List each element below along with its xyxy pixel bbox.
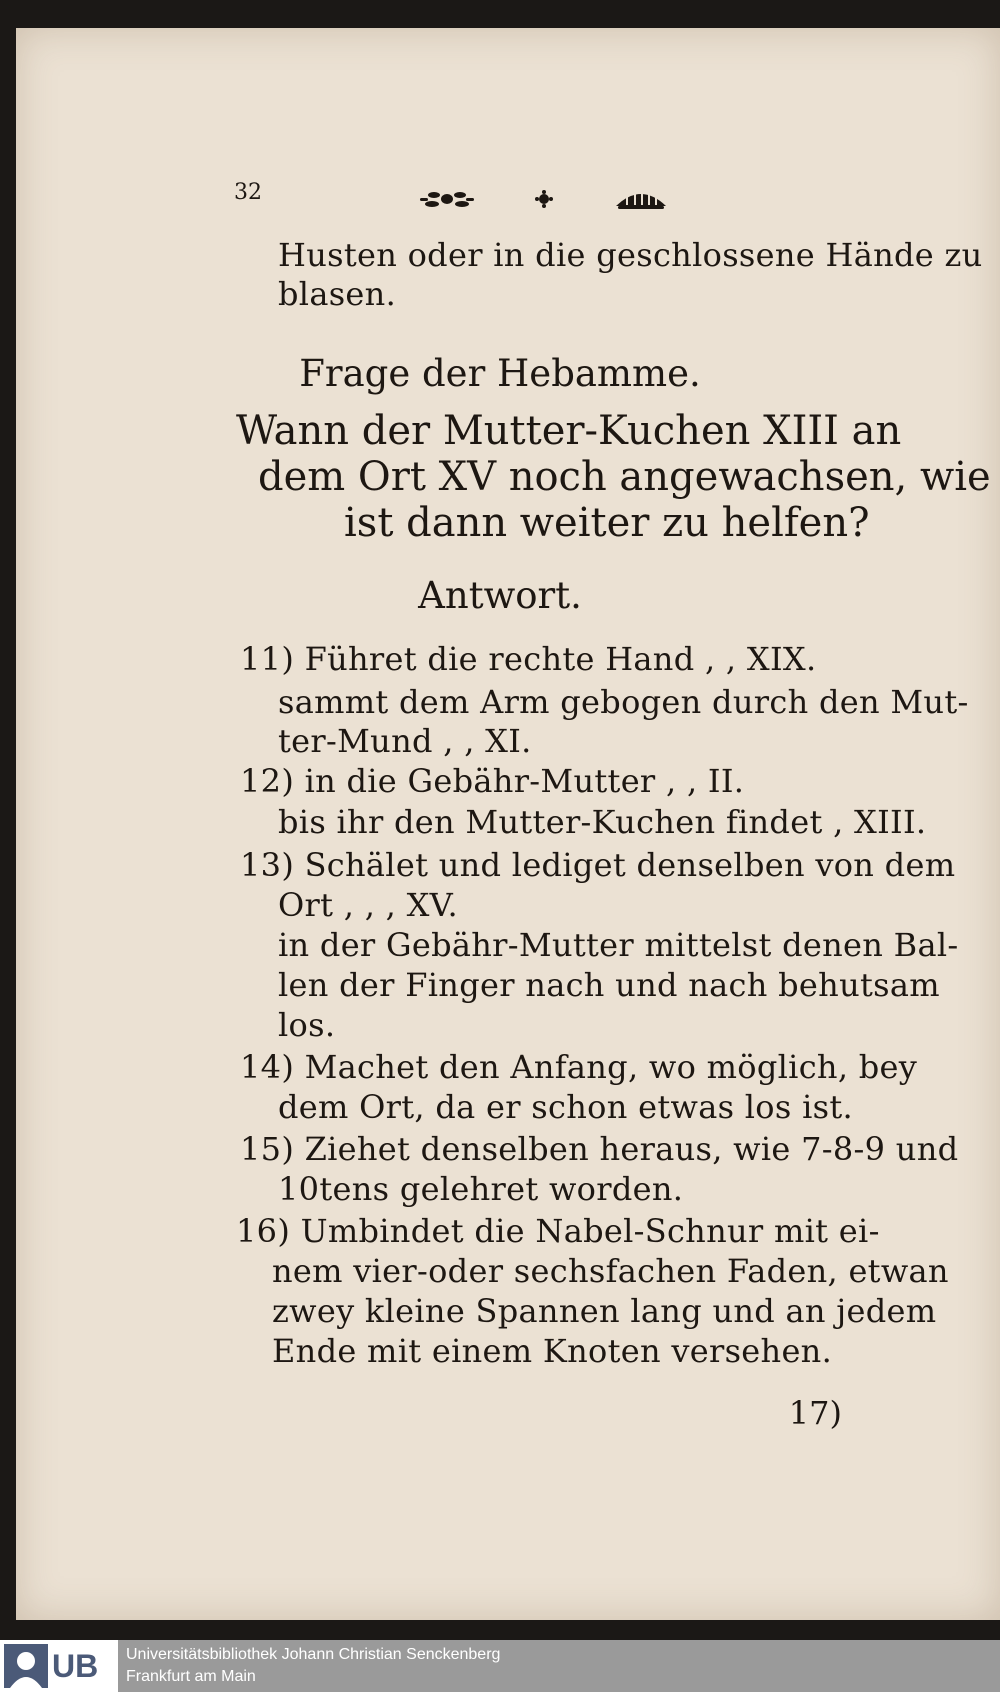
question-line: Wann der Mutter-Kuchen XIII an	[236, 408, 902, 454]
portrait-icon	[4, 1644, 48, 1688]
answer-line: 13) Schälet und lediget denselben von dem	[240, 846, 956, 884]
answer-line: Ort , , , XV.	[278, 886, 458, 924]
answer-line: 15) Ziehet denselben heraus, wie 7-8-9 und	[240, 1130, 959, 1168]
answer-line: 11) Führet die rechte Hand , , XIX.	[240, 640, 817, 678]
library-logo	[0, 1640, 118, 1692]
answer-line: nem vier-oder sechsfachen Faden, etwan	[272, 1252, 949, 1290]
ornament-center-icon	[535, 190, 553, 208]
continuation-line: Husten oder in die geschlossene Hände zu	[278, 236, 983, 274]
answer-line: ter-Mund , , XI.	[278, 722, 532, 760]
answer-line: Ende mit einem Knoten versehen.	[272, 1332, 833, 1370]
answer-heading: Antwort.	[418, 574, 582, 617]
answer-line: 12) in die Gebähr-Mutter , , II.	[240, 762, 745, 800]
answer-line: sammt dem Arm gebogen durch den Mut-	[278, 683, 969, 721]
answer-line: len der Finger nach und nach behutsam	[278, 966, 940, 1004]
ornament-left-icon	[418, 186, 476, 212]
page-number: 32	[234, 180, 262, 205]
question-line: dem Ort XV noch angewachsen, wie	[258, 454, 991, 500]
logo-text: UB	[52, 1647, 99, 1684]
ornament-right-icon	[612, 186, 670, 212]
question-heading: Frage der Hebamme.	[299, 352, 701, 395]
answer-line: bis ihr den Mutter-Kuchen findet , XIII.	[278, 803, 927, 841]
continuation-line: blasen.	[278, 275, 397, 313]
answer-line: in der Gebähr-Mutter mittelst denen Bal-	[278, 926, 959, 964]
institution-name: Universitätsbibliothek Johann Christian Senckenberg	[126, 1646, 501, 1663]
library-footer-bar	[0, 1640, 1000, 1692]
answer-line: 10tens gelehret worden.	[278, 1170, 684, 1208]
answer-line: zwey kleine Spannen lang und an jedem	[272, 1292, 937, 1330]
answer-line: 14) Machet den Anfang, wo möglich, bey	[240, 1048, 918, 1086]
institution-city: Frankfurt am Main	[126, 1668, 256, 1685]
answer-line: dem Ort, da er schon etwas los ist.	[278, 1088, 853, 1126]
answer-line: los.	[278, 1006, 336, 1044]
answer-line: 16) Umbindet die Nabel-Schnur mit ei-	[236, 1212, 880, 1250]
catchword: 17)	[788, 1394, 842, 1432]
question-line: ist dann weiter zu helfen?	[344, 500, 870, 546]
